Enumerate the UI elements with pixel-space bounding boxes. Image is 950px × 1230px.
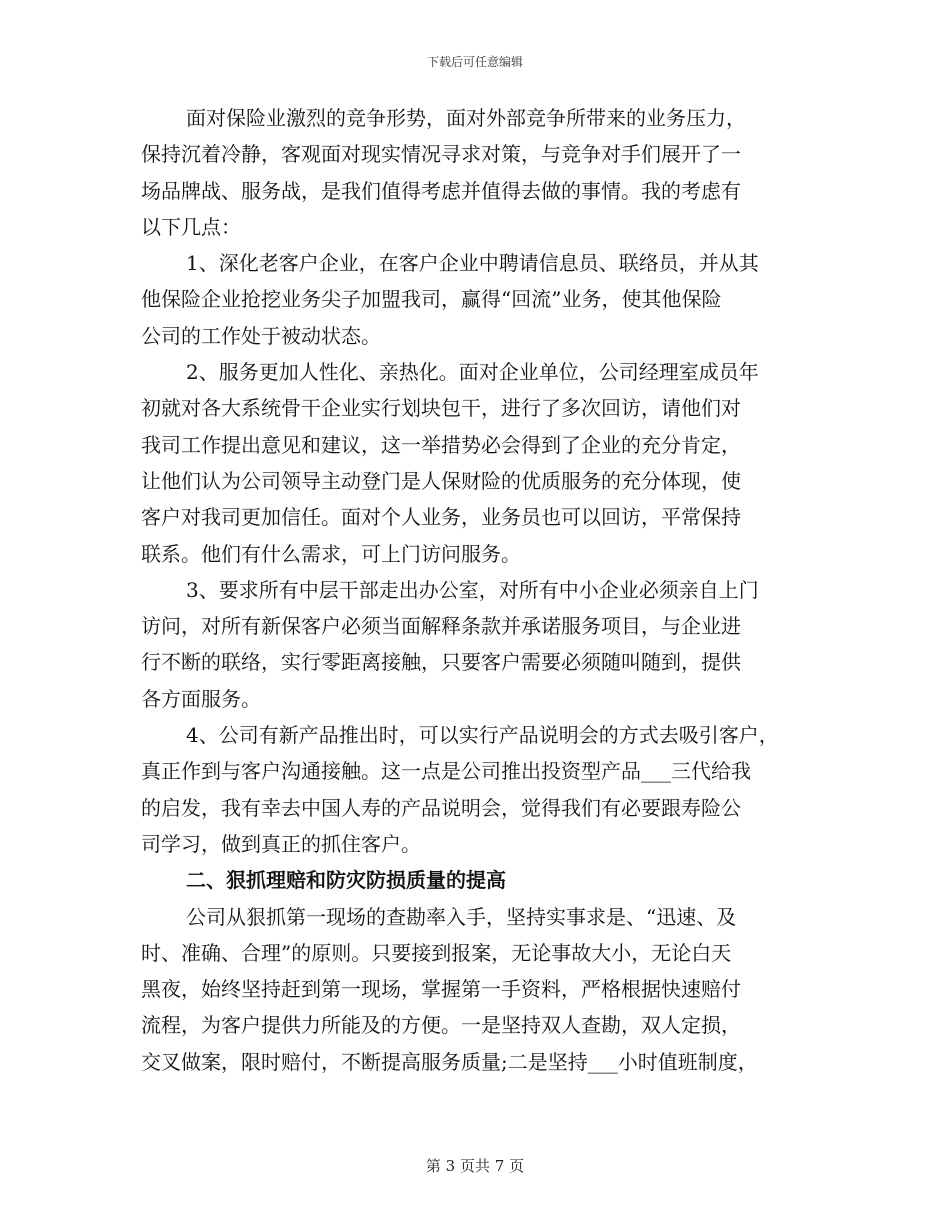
text-line: 行不断的联络，实行零距离接触，只要客户需要必须随叫随到，提供 bbox=[141, 650, 741, 675]
section-heading: 二、狠抓理赔和防灾防损质量的提高 bbox=[186, 868, 506, 893]
text-line: 访问，对所有新保客户必须当面解释条款并承诺服务项目，与企业进 bbox=[141, 614, 741, 639]
text-line: 2、服务更加人性化、亲热化。面对企业单位，公司经理室成员年 bbox=[186, 360, 759, 385]
text-line: 联系。他们有什么需求，可上门访问服务。 bbox=[141, 541, 521, 566]
text-line: 他保险企业抢挖业务尖子加盟我司，赢得“回流”业务，使其他保险 bbox=[141, 287, 722, 312]
text-line: 4、公司有新产品推出时，可以实行产品说明会的方式去吸引客户， bbox=[186, 723, 779, 748]
text-line: 公司从狠抓第一现场的查勘率入手，坚持实事求是、“迅速、及 bbox=[186, 904, 737, 929]
text-line: 流程，为客户提供力所能及的方便。一是坚持双人查勘，双人定损， bbox=[141, 1013, 741, 1038]
text-line: 1、深化老客户企业，在客户企业中聘请信息员、联络员，并从其 bbox=[186, 251, 759, 276]
text-line: 3、要求所有中层干部走出办公室，对所有中小企业必须亲自上门 bbox=[186, 577, 759, 602]
text-line: 真正作到与客户沟通接触。这一点是公司推出投资型产品___三代给我 bbox=[141, 759, 751, 784]
page-footer: 第 3 页共 7 页 bbox=[425, 1157, 525, 1175]
text-line: 司学习，做到真正的抓住客户。 bbox=[141, 831, 421, 856]
text-line: 时、准确、合理”的原则。只要接到报案，无论事故大小，无论白天 bbox=[141, 940, 732, 965]
text-line: 让他们认为公司领导主动登门是人保财险的优质服务的充分体现，使 bbox=[141, 468, 741, 493]
text-line: 公司的工作处于被动状态。 bbox=[141, 323, 381, 348]
page-header: 下载后可任意编辑 bbox=[426, 55, 523, 69]
document-body bbox=[141, 100, 809, 1080]
text-line: 我司工作提出意见和建议，这一举措势必会得到了企业的充分肯定， bbox=[141, 432, 741, 457]
text-line: 初就对各大系统骨干企业实行划块包干，进行了多次回访，请他们对 bbox=[141, 396, 741, 421]
text-line: 的启发，我有幸去中国人寿的产品说明会，觉得我们有必要跟寿险公 bbox=[141, 795, 741, 820]
text-line: 黑夜，始终坚持赶到第一现场，掌握第一手资料，严格根据快速赔付 bbox=[141, 977, 741, 1002]
text-line: 客户对我司更加信任。面对个人业务，业务员也可以回访，平常保持 bbox=[141, 505, 741, 530]
text-line: 面对保险业激烈的竞争形势，面对外部竞争所带来的业务压力， bbox=[186, 106, 746, 130]
text-line: 交叉做案，限时赔付，不断提高服务质量;二是坚持___小时值班制度， bbox=[141, 1049, 758, 1074]
text-line: 各方面服务。 bbox=[141, 686, 261, 711]
text-line: 保持沉着冷静，客观面对现实情况寻求对策，与竞争对手们展开了一 bbox=[141, 142, 741, 167]
text-line: 场品牌战、服务战，是我们值得考虑并值得去做的事情。我的考虑有 bbox=[141, 178, 741, 203]
text-line: 以下几点： bbox=[141, 214, 241, 239]
